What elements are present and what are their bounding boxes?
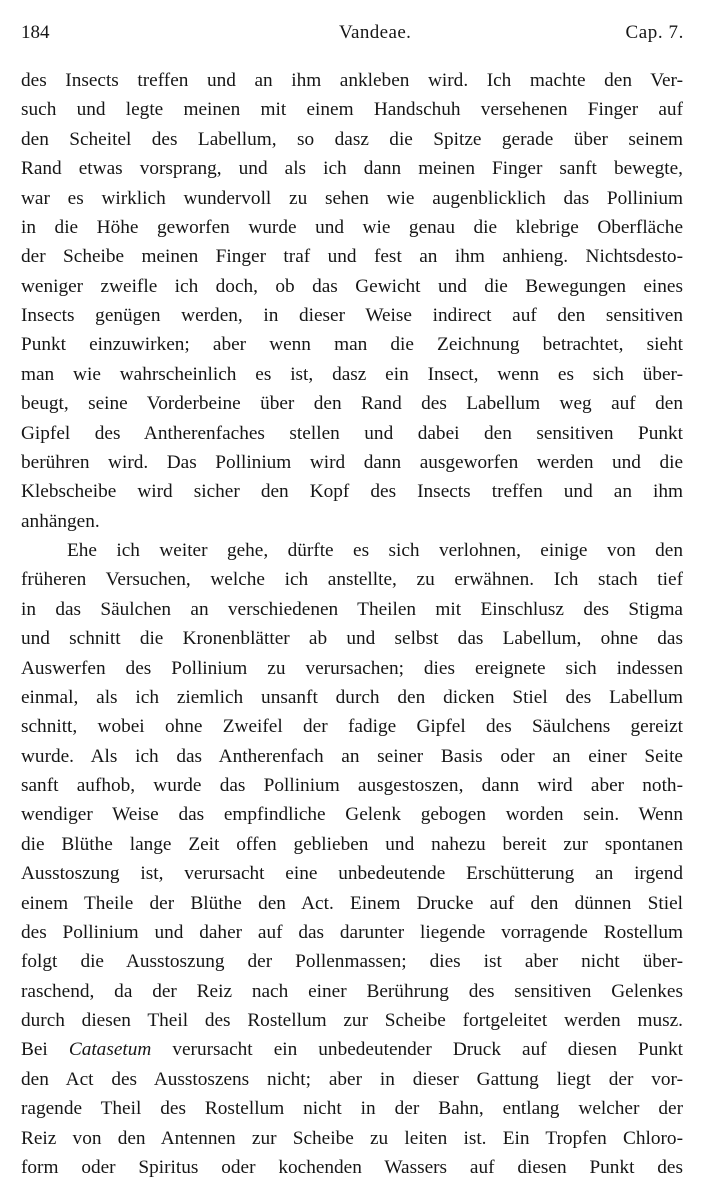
text-line-segment: verursacht ein unbedeutender Druck auf diesen Punkt bbox=[151, 1039, 683, 1061]
text-line: anhängen. bbox=[21, 510, 100, 532]
text-line: der Scheibe meinen Finger traf und fest an ihm anhieng. Nichtsdesto- bbox=[21, 246, 683, 268]
text-line: Klebscheibe wird sicher den Kopf des Insects treffen und an ihm bbox=[21, 481, 683, 503]
text-line: durch diesen Theil des Rostellum zur Scheibe fortgeleitet werden musz. bbox=[21, 1010, 683, 1031]
text-line: den Scheitel des Labellum, so dasz die Spitze gerade über seinem bbox=[21, 128, 683, 150]
text-line: sanft aufhob, wurde das Pollinium ausgestoszen, dann wird aber noth- bbox=[21, 775, 683, 796]
text-line: Ehe ich weiter gehe, dürfte es sich verlohnen, einige von den bbox=[67, 540, 683, 561]
text-line: war es wirklich wundervoll zu sehen wie augenblicklich das Pollinium bbox=[21, 187, 683, 209]
text-line: Gipfel des Antherenfaches stellen und dabei den sensitiven Punkt bbox=[21, 422, 683, 444]
body-text bbox=[21, 66, 683, 1182]
text-line: ragende Theil des Rostellum nicht in der Bahn, entlang welcher der bbox=[21, 1098, 683, 1120]
text-line: und schnitt die Kronenblätter ab und selbst das Labellum, ohne das bbox=[21, 628, 683, 650]
text-line: einmal, als ich ziemlich unsanft durch den dicken Stiel des Labellum bbox=[21, 686, 683, 708]
text-line: in das Säulchen an verschiedenen Theilen mit Einschlusz des Stigma bbox=[21, 598, 683, 620]
text-line: Auswerfen des Pollinium zu verursachen; dies ereignete sich indessen bbox=[21, 657, 683, 679]
text-line: weniger zweifle ich doch, ob das Gewicht und die Bewegungen eines bbox=[21, 275, 683, 297]
page-number: 184 bbox=[21, 22, 50, 43]
text-line: berühren wird. Das Pollinium wird dann ausgeworfen werden und die bbox=[21, 451, 683, 473]
chapter-label: Cap. 7. bbox=[625, 22, 684, 43]
text-line: Insects genügen werden, in dieser Weise indirect auf den sensitiven bbox=[21, 305, 683, 326]
text-line: die Blüthe lange Zeit offen geblieben und nahezu bereit zur spontanen bbox=[21, 833, 683, 855]
running-title: Vandeae. bbox=[339, 22, 412, 43]
page-header bbox=[21, 18, 684, 48]
text-line: raschend, da der Reiz nach einer Berührung des sensitiven Gelenkes bbox=[21, 980, 683, 1002]
text-line bbox=[21, 1035, 683, 1064]
text-line: den Act des Ausstoszens nicht; aber in dieser Gattung liegt der vor- bbox=[21, 1068, 683, 1090]
text-line-segment: Bei bbox=[21, 1039, 69, 1061]
text-line: folgt die Ausstoszung der Pollenmassen; dies ist aber nicht über- bbox=[21, 951, 683, 973]
text-line: schnitt, wobei ohne Zweifel der fadige Gipfel des Säulchens gereizt bbox=[21, 716, 683, 738]
text-line: Reiz von den Antennen zur Scheibe zu leiten ist. Ein Tropfen Chloro- bbox=[21, 1127, 683, 1149]
text-line: des Insects treffen und an ihm ankleben wird. Ich machte den Ver- bbox=[21, 70, 683, 91]
text-line: form oder Spiritus oder kochenden Wassers auf diesen Punkt des bbox=[21, 1156, 683, 1178]
text-line: Ausstoszung ist, verursacht eine unbedeutende Erschütterung an irgend bbox=[21, 863, 683, 885]
text-line: in die Höhe geworfen wurde und wie genau die klebrige Oberfläche bbox=[21, 216, 683, 238]
text-line: des Pollinium und daher auf das darunter liegende vorragende Rostellum bbox=[21, 921, 683, 943]
text-line: einem Theile der Blüthe den Act. Einem Drucke auf den dünnen Stiel bbox=[21, 892, 683, 914]
text-line: wurde. Als ich das Antherenfach an seiner Basis oder an einer Seite bbox=[21, 745, 683, 767]
text-line: früheren Versuchen, welche ich anstellte, zu erwähnen. Ich stach tief bbox=[21, 569, 683, 591]
text-line: such und legte meinen mit einem Handschuh versehenen Finger auf bbox=[21, 99, 683, 121]
text-line: Punkt einzuwirken; aber wenn man die Zeichnung betrachtet, sieht bbox=[21, 334, 683, 356]
text-line: beugt, seine Vorderbeine über den Rand des Labellum weg auf den bbox=[21, 393, 683, 415]
text-line: wendiger Weise das empfindliche Gelenk gebogen worden sein. Wenn bbox=[21, 804, 683, 826]
text-line: Rand etwas vorsprang, und als ich dann meinen Finger sanft bewegte, bbox=[21, 158, 683, 180]
genus-name-italic: Catasetum bbox=[68, 1039, 152, 1061]
text-line: man wie wahrscheinlich es ist, dasz ein Insect, wenn es sich über- bbox=[21, 363, 683, 385]
